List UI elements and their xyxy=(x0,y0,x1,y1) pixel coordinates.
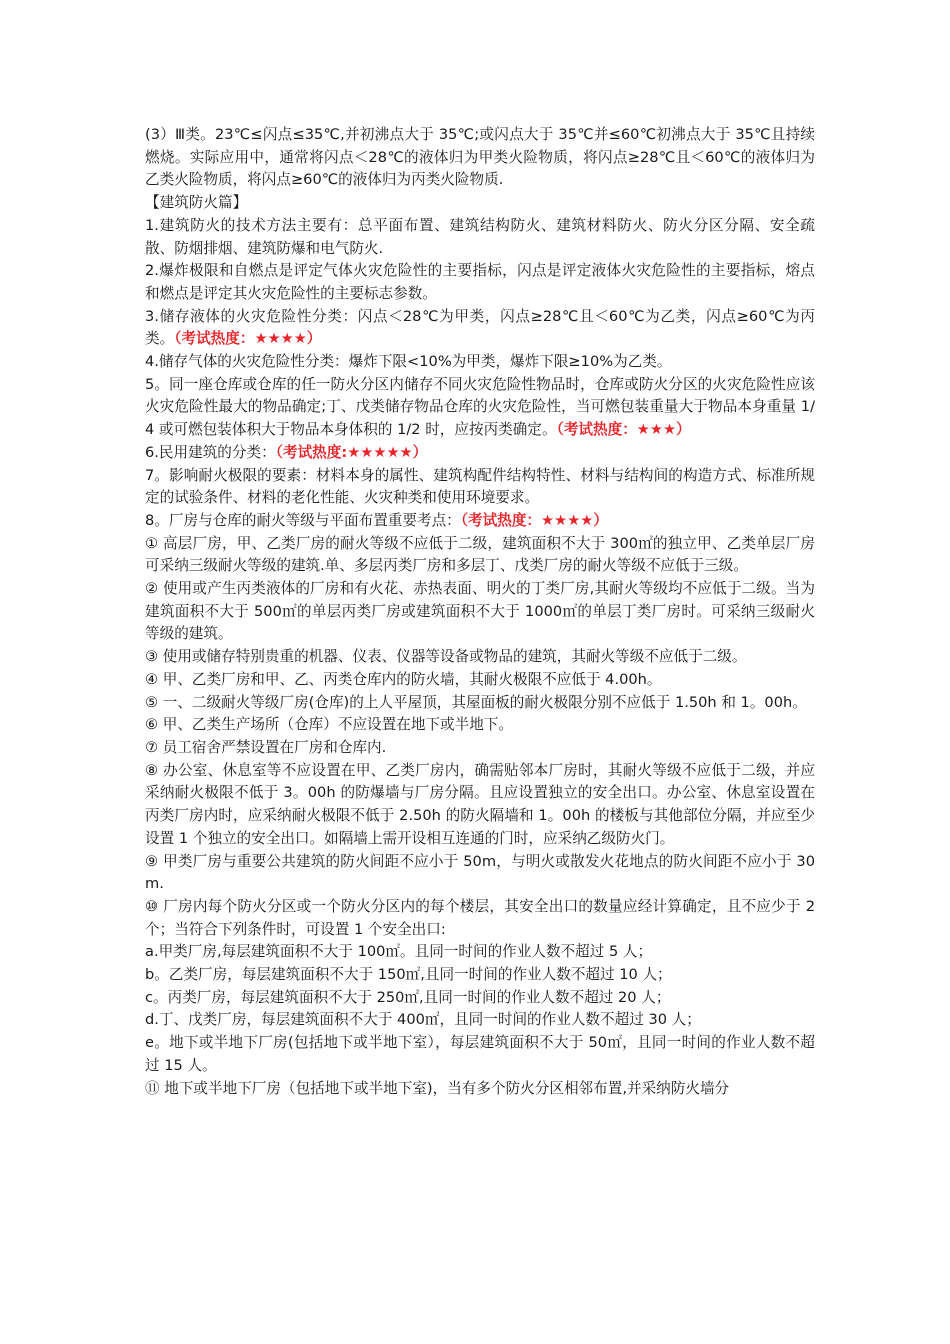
paragraph-text: ⑨ 甲类厂房与重要公共建筑的防火间距不应小于 50m，与明火或散发火花地点的防火间距不应小于 30m. xyxy=(145,852,815,893)
paragraph-text: 5。同一座仓库或仓库的任一防火分区内储存不同火灾危险性物品时，仓库或防火分区的火灾危险性应该火灾危险性最大的物品确定;丁、戊类储存物品仓库的火灾危险性，当可燃包装重量大于物品本身重量 1/4 或可燃包装体积大于物品本身体积的 1/2 时，应按丙类确定。 xyxy=(145,375,815,439)
paragraph xyxy=(145,941,815,964)
paragraph-text: 3.储存液体的火灾危险性分类：闪点＜28℃为甲类，闪点≥28℃且＜60℃为乙类，闪点≥60℃为丙类。 xyxy=(145,307,815,348)
paragraph-text: ③ 使用或储存特别贵重的机器、仪表、仪器等设备或物品的建筑，其耐火等级不应低于二级。 xyxy=(145,648,747,666)
paragraph xyxy=(145,851,815,896)
paragraph-text: (3）Ⅲ类。23℃≤闪点≤35℃,并初沸点大于 35℃;或闪点大于 35℃并≤60℃初沸点大于 35℃且持续燃烧。实际应用中，通常将闪点＜28℃的液体归为甲类火险物质，将闪点≥28℃且＜60℃的液体归为乙类火险物质，将闪点≥60℃的液体归为丙类火险物质. xyxy=(145,126,815,189)
paragraph-text: 7。影响耐火极限的要素：材料本身的属性、建筑构配件结构特性、材料与结构间的构造方式、标准所规定的试验条件、材料的老化性能、火灾种类和使用环境要求。 xyxy=(145,466,815,507)
paragraph xyxy=(145,987,815,1010)
exam-hotness-label: （考试热度:★★★★★） xyxy=(275,443,428,461)
document-body xyxy=(145,124,815,1100)
paragraph-text: ⑪ 地下或半地下厂房（包括地下或半地下室)，当有多个防火分区相邻布置,并采纳防火墙分 xyxy=(145,1079,730,1097)
paragraph xyxy=(145,896,815,941)
paragraph xyxy=(145,578,815,646)
paragraph-text: ⑩ 厂房内每个防火分区或一个防火分区内的每个楼层，其安全出口的数量应经计算确定，且不应少于 2 个；当符合下列条件时，可设置 1 个安全出口: xyxy=(145,897,815,938)
paragraph-text: ② 使用或产生丙类液体的厂房和有火花、赤热表面、明火的丁类厂房,其耐火等级均不应低于二级。当为建筑面积不大于 500㎡的单层丙类厂房或建筑面积不大于 1000㎡的单层丁类厂房时。可采纳三级耐火等级的建筑。 xyxy=(145,580,815,643)
paragraph xyxy=(145,646,815,669)
paragraph xyxy=(145,692,815,715)
exam-hotness-label: （考试热度：★★★） xyxy=(556,421,691,439)
paragraph xyxy=(145,714,815,737)
paragraph xyxy=(145,1032,815,1077)
paragraph-text: b。乙类厂房，每层建筑面积不大于 150㎡,且同一时间的作业人数不超过 10 人； xyxy=(145,966,672,984)
paragraph-text: ① 高层厂房，甲、乙类厂房的耐火等级不应低于二级，建筑面积不大于 300㎡的独立甲、乙类单层厂房可采纳三级耐火等级的建筑.单、多层丙类厂房和多层丁、戊类厂房的耐火等级不应低于三级。 xyxy=(145,534,815,575)
paragraph xyxy=(145,1009,815,1032)
paragraph-text: ④ 甲、乙类厂房和甲、乙、丙类仓库内的防火墙，其耐火极限不应低于 4.00h。 xyxy=(145,670,662,688)
paragraph xyxy=(145,737,815,760)
paragraph-text: 8。厂房与仓库的耐火等级与平面布置重要考点： xyxy=(145,511,461,529)
paragraph xyxy=(145,669,815,692)
paragraph-text: ⑧ 办公室、休息室等不应设置在甲、乙类厂房内，确需贴邻本厂房时，其耐火等级不应低于二级，并应采纳耐火极限不低于 3。00h 的防爆墙与厂房分隔。且应设置独立的安全出口。办公室、休息室设置在丙类厂房内时，应采纳耐火极限不低于 2.50h 的防火隔墙和 1。00h 的楼板与其他部位分隔，并应至少设置 1 个独立的安全出口。如隔墙上需开设相互连通的门时，应采纳乙级防火门。 xyxy=(145,761,815,847)
paragraph-text: 1.建筑防火的技术方法主要有：总平面布置、建筑结构防火、建筑材料防火、防火分区分隔、安全疏散、防烟排烟、建筑防爆和电气防火. xyxy=(145,216,815,257)
paragraph xyxy=(145,510,815,533)
paragraph xyxy=(145,351,815,374)
paragraph xyxy=(145,215,815,260)
paragraph xyxy=(145,192,815,215)
paragraph-text: c。丙类厂房，每层建筑面积不大于 250㎡,且同一时间的作业人数不超过 20 人； xyxy=(145,988,671,1006)
paragraph xyxy=(145,260,815,305)
paragraph xyxy=(145,964,815,987)
paragraph-text: 【建筑防火篇】 xyxy=(145,194,248,212)
paragraph xyxy=(145,374,815,442)
paragraph-text: 4.储存气体的火灾危险性分类：爆炸下限<10%为甲类，爆炸下限≥10%为乙类。 xyxy=(145,353,672,371)
paragraph xyxy=(145,124,815,192)
exam-hotness-label: （考试热度：★★★★） xyxy=(174,330,322,348)
paragraph xyxy=(145,306,815,351)
exam-hotness-label: （考试热度：★★★★） xyxy=(460,511,608,529)
paragraph-text: 6.民用建筑的分类： xyxy=(145,443,276,461)
paragraph-text: e。地下或半地下厂房(包括地下或半地下室），每层建筑面积不大于 50㎡，且同一时间的作业人数不超过 15 人。 xyxy=(145,1034,815,1074)
paragraph xyxy=(145,533,815,578)
paragraph-text: ⑤ 一、二级耐火等级厂房(仓库)的上人平屋顶，其屋面板的耐火极限分别不应低于 1.50h 和 1。00h。 xyxy=(145,693,807,711)
paragraph-text: 2.爆炸极限和自燃点是评定气体火灾危险性的主要指标，闪点是评定液体火灾危险性的主要指标，熔点和燃点是评定其火灾危险性的主要标志参数。 xyxy=(145,262,815,302)
paragraph xyxy=(145,1078,815,1101)
paragraph-text: ⑦ 员工宿舍严禁设置在厂房和仓库内. xyxy=(145,738,387,756)
paragraph xyxy=(145,442,815,465)
paragraph-text: d.丁、戊类厂房，每层建筑面积不大于 400㎡，且同一时间的作业人数不超过 30 人； xyxy=(145,1011,701,1029)
paragraph xyxy=(145,465,815,510)
paragraph xyxy=(145,760,815,851)
paragraph-text: a.甲类厂房,每层建筑面积不大于 100㎡。且同一时间的作业人数不超过 5 人； xyxy=(145,943,653,961)
paragraph-text: ⑥ 甲、乙类生产场所（仓库）不应设置在地下或半地下。 xyxy=(145,716,513,734)
